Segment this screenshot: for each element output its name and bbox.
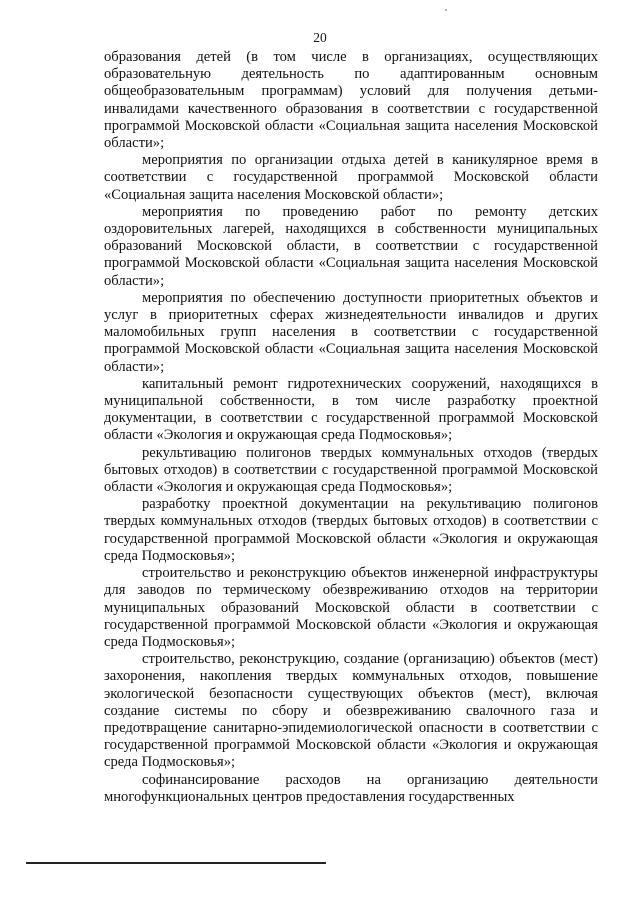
paragraph-1: образования детей (в том числе в организациях, осуществляющих образовательную деятельность по адаптированным основным общеобразовательным программам) условий для получения детьми-инвалидами качественного образования в соответствии с государственной программой Московской области «Социальная защита населения Московской области»;	[104, 49, 598, 152]
paragraph-9: строительство, реконструкцию, создание (организацию) объектов (мест) захоронения, накопления твердых коммунальных отходов, повышение экологической безопасности существующих объектов (мест), включая создание системы по сбору и обезвреживанию свалочного газа и предотвращение санитарно-эпидемиологической опасности в соответствии с государственной программой Московской области «Экология и окружающая среда Подмосковья»;	[104, 651, 598, 771]
paragraph-4: мероприятия по обеспечению доступности приоритетных объектов и услуг в приоритетных сферах жизнедеятельности инвалидов и других маломобильных групп населения в соответствии с государственной программой Московской области «Социальная защита населения Московской области»;	[104, 289, 598, 375]
paragraph-10: софинансирование расходов на организацию деятельности многофункциональных центров предоставления государственных	[104, 771, 598, 805]
footer-rule	[26, 862, 326, 864]
paragraph-7: разработку проектной документации на рекультивацию полигонов твердых коммунальных отходов (твердых бытовых отходов) в соответствии с государственной программой Московской области «Экология и окружающая среда Подмосковья»;	[104, 496, 598, 564]
paragraph-5: капитальный ремонт гидротехнических сооружений, находящихся в муниципальной собственности, в том числе разработку проектной документации, в соответствии с государственной программой Московской области «Экология и окружающая среда Подмосковья»;	[104, 375, 598, 444]
paragraph-2: мероприятия по организации отдыха детей в каникулярное время в соответствии с государственной программой Московской области «Социальная защита населения Московской области»;	[104, 152, 598, 203]
page-number: 20	[313, 30, 327, 45]
document-body	[104, 49, 598, 806]
scan-speck	[445, 9, 447, 11]
paragraph-8: строительство и реконструкцию объектов инженерной инфраструктуры для заводов по термическому обезвреживанию отходов на территории муниципальных образований Московской области в соответствии с государственной программой Московской области «Экология и окружающая среда Подмосковья»;	[104, 565, 598, 650]
paragraph-6: рекультивацию полигонов твердых коммунальных отходов (твердых бытовых отходов) в соответствии с государственной программой Московской области «Экология и окружающая среда Подмосковья»;	[104, 444, 598, 496]
paragraph-3: мероприятия по проведению работ по ремонту детских оздоровительных лагерей, находящихся в собственности муниципальных образований Московской области, в соответствии с государственной программой Московской области «Социальная защита населения Московской области»;	[104, 203, 598, 289]
